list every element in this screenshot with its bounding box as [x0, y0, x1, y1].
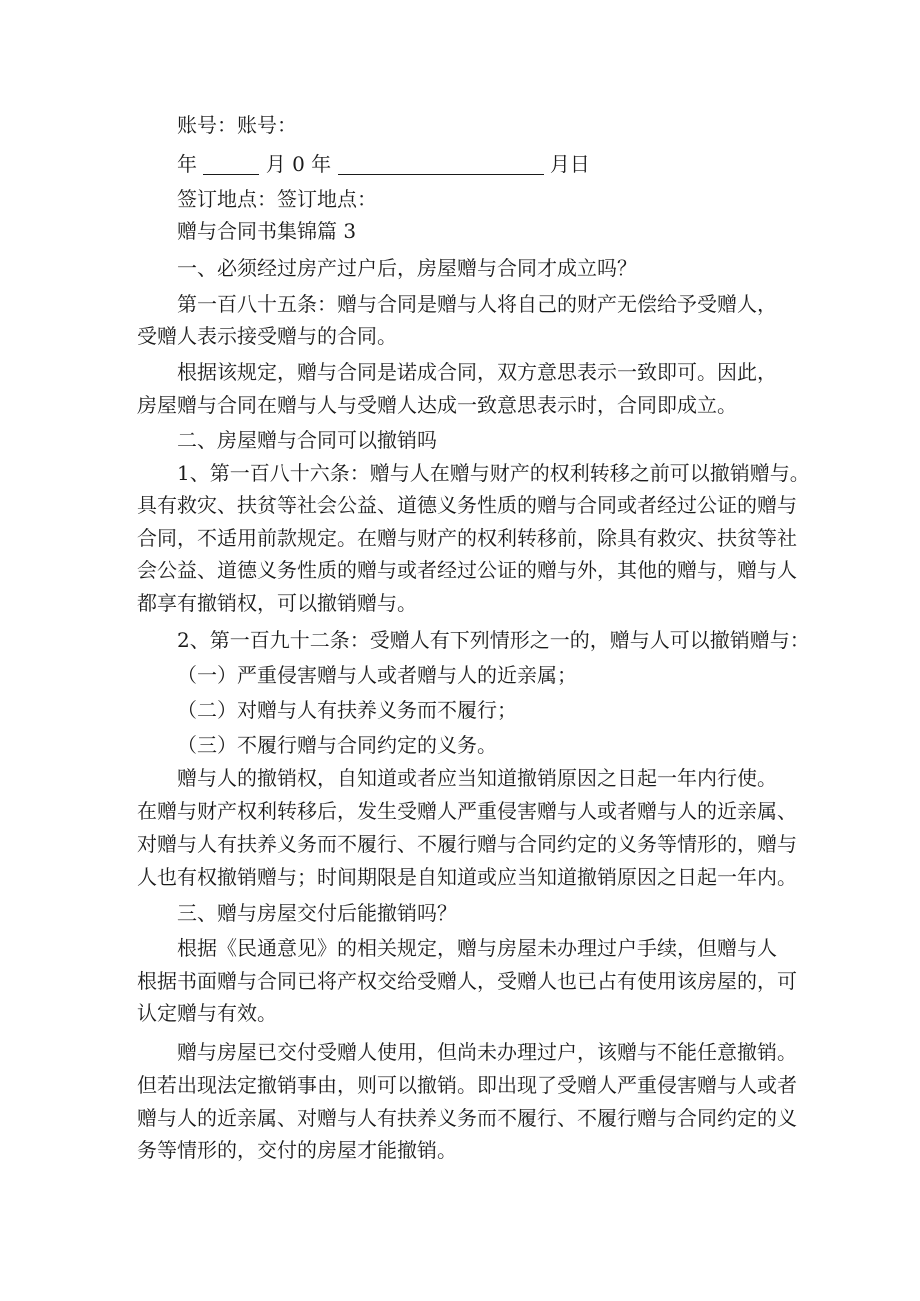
- paragraph-line: 2、第一百九十二条：受赠人有下列情形之一的，赠与人可以撤销赠与：: [177, 628, 810, 652]
- paragraph-line: 在赠与财产权利转移后，发生受赠人严重侵害赠与人或者赠与人的近亲属、: [137, 799, 797, 823]
- paragraph-line: 对赠与人有扶养义务而不履行、不履行赠与合同约定的义务等情形的，赠与: [137, 832, 797, 856]
- list-item: （二）对赠与人有扶养义务而不履行；: [177, 698, 517, 722]
- paragraph-line: 受赠人表示接受赠与的合同。: [137, 324, 397, 348]
- paragraph-line: 合同，不适用前款规定。在赠与财产的权利转移前，除具有救灾、扶贫等社: [137, 526, 797, 550]
- paragraph-line: 根据书面赠与合同已将产权交给受赠人，受赠人也已占有使用该房屋的，可: [137, 969, 797, 993]
- paragraph-line: 但若出现法定撤销事由，则可以撤销。即出现了受赠人严重侵害赠与人或者: [137, 1073, 797, 1097]
- paragraph-line: 人也有权撤销赠与；时间期限是自知道或应当知道撤销原因之日起一年内。: [137, 865, 797, 889]
- paragraph-line: 会公益、道德义务性质的赠与或者经过公证的赠与外，其他的赠与，赠与人: [137, 558, 797, 582]
- question-2: 二、房屋赠与合同可以撤销吗: [177, 428, 437, 452]
- date-monthday: 月日: [549, 152, 590, 176]
- paragraph-line: 赠与人的撤销权，自知道或者应当知道撤销原因之日起一年内行使。: [177, 766, 777, 790]
- list-item: （一）严重侵害赠与人或者赠与人的近亲属；: [177, 663, 577, 687]
- paragraph-line: 根据《民通意见》的相关规定，赠与房屋未办理过户手续，但赠与人: [177, 936, 777, 960]
- paragraph-line: 具有救灾、扶贫等社会公益、道德义务性质的赠与合同或者经过公证的赠与: [137, 493, 797, 517]
- paragraph-line: 1、第一百八十六条：赠与人在赠与财产的权利转移之前可以撤销赠与。: [177, 461, 810, 485]
- paragraph-line: 第一百八十五条：赠与合同是赠与人将自己的财产无偿给予受赠人，: [177, 292, 777, 316]
- paragraph-line: 都享有撤销权，可以撤销赠与。: [137, 591, 417, 615]
- date-blank[interactable]: [338, 154, 544, 175]
- paragraph-line: 根据该规定，赠与合同是诺成合同，双方意思表示一致即可。因此，: [177, 360, 777, 384]
- date-month-zero: 月 0 年: [265, 152, 332, 176]
- paragraph-line: 房屋赠与合同在赠与人与受赠人达成一致意思表示时，合同即成立。: [137, 393, 737, 417]
- paragraph-line: 赠与人的近亲属、对赠与人有扶养义务而不履行、不履行赠与合同约定的义: [137, 1106, 797, 1130]
- question-3: 三、赠与房屋交付后能撤销吗？: [177, 901, 457, 925]
- account-line: 账号：账号：: [177, 113, 297, 137]
- date-year: 年: [177, 152, 197, 176]
- paragraph-line: 务等情形的，交付的房屋才能撤销。: [137, 1138, 457, 1162]
- section-title: 赠与合同书集锦篇 3: [177, 219, 357, 243]
- date-line: [177, 149, 590, 179]
- place-line: 签订地点：签订地点：: [177, 187, 377, 211]
- year-blank[interactable]: [203, 154, 259, 175]
- paragraph-line: 赠与房屋已交付受赠人使用，但尚未办理过户，该赠与不能任意撤销。: [177, 1040, 797, 1064]
- list-item: （三）不履行赠与合同约定的义务。: [177, 733, 497, 757]
- question-1: 一、必须经过房产过户后，房屋赠与合同才成立吗？: [177, 256, 637, 280]
- paragraph-line: 认定赠与有效。: [137, 1001, 277, 1025]
